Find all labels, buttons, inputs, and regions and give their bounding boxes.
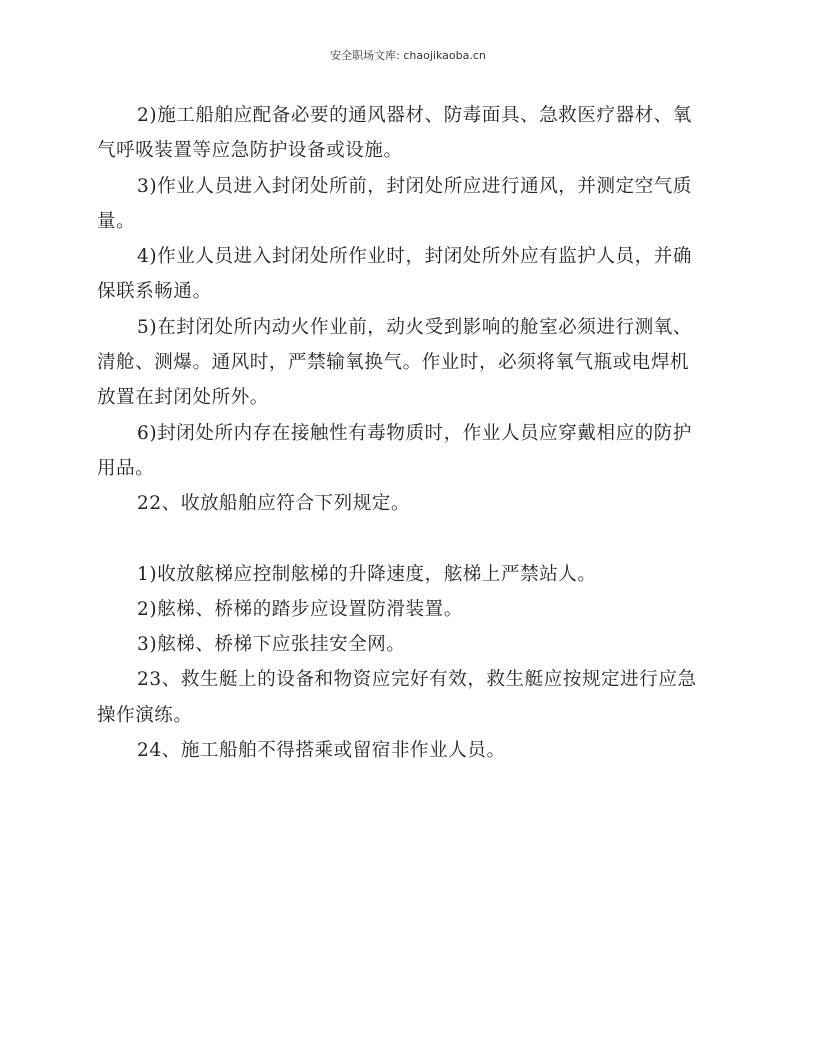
paragraph-item-3b [97,627,727,662]
paragraph-item-1 [97,557,727,592]
page-header: 安全职场文库: chaojikaoba.cn [330,49,486,62]
text-line: 用品。 [97,457,155,479]
text-line: 4)作业人员进入封闭处所作业时，封闭处所外应有监护人员，并确 [137,246,692,268]
text-line: 量。 [97,210,136,232]
text-line: 6)封闭处所内存在接触性有毒物质时，作业人员应穿戴相应的防护 [137,422,692,444]
text-line: 2)舷梯、桥梯的踏步应设置防滑装置。 [137,598,463,620]
text-line: 2)施工船舶应配备必要的通风器材、防毒面具、急救医疗器材、氧 [137,105,692,126]
text-line: 清舱、测爆。通风时，严禁输氧换气。作业时，必须将氧气瓶或电焊机 [97,352,690,374]
text-line: 3)舷梯、桥梯下应张挂安全网。 [137,634,406,656]
text-line: 气呼吸装置等应急防护设备或设施。 [97,140,403,162]
section-24 [97,733,727,768]
section-22-heading [97,486,727,521]
text-line: 1)收放舷梯应控制舷梯的升降速度，舷梯上严禁站人。 [137,563,597,585]
paragraph-item-5 [97,310,727,416]
text-line: 23、救生艇上的设备和物资应完好有效，救生艇应按规定进行应急 [137,669,697,691]
paragraph-item-6 [97,416,727,487]
paragraph-item-2b [97,592,727,627]
text-line: 5)在封闭处所内动火作业前，动火受到影响的舱室必须进行测氧、 [137,316,692,338]
text-line: 3)作业人员进入封闭处所前，封闭处所应进行通风，并测定空气质 [137,175,692,197]
blank-spacer [97,522,727,557]
document-body [97,98,727,768]
paragraph-item-4 [97,239,727,310]
text-line: 操作演练。 [97,704,193,726]
text-line: 放置在封闭处所外。 [97,387,269,409]
paragraph-item-3 [97,169,727,240]
text-line: 24、施工船舶不得搭乘或留宿非作业人员。 [137,740,506,762]
text-line: 22、收放船舶应符合下列规定。 [137,493,411,515]
text-line: 保联系畅通。 [97,281,212,303]
paragraph-item-2 [97,98,727,169]
section-23 [97,662,727,733]
